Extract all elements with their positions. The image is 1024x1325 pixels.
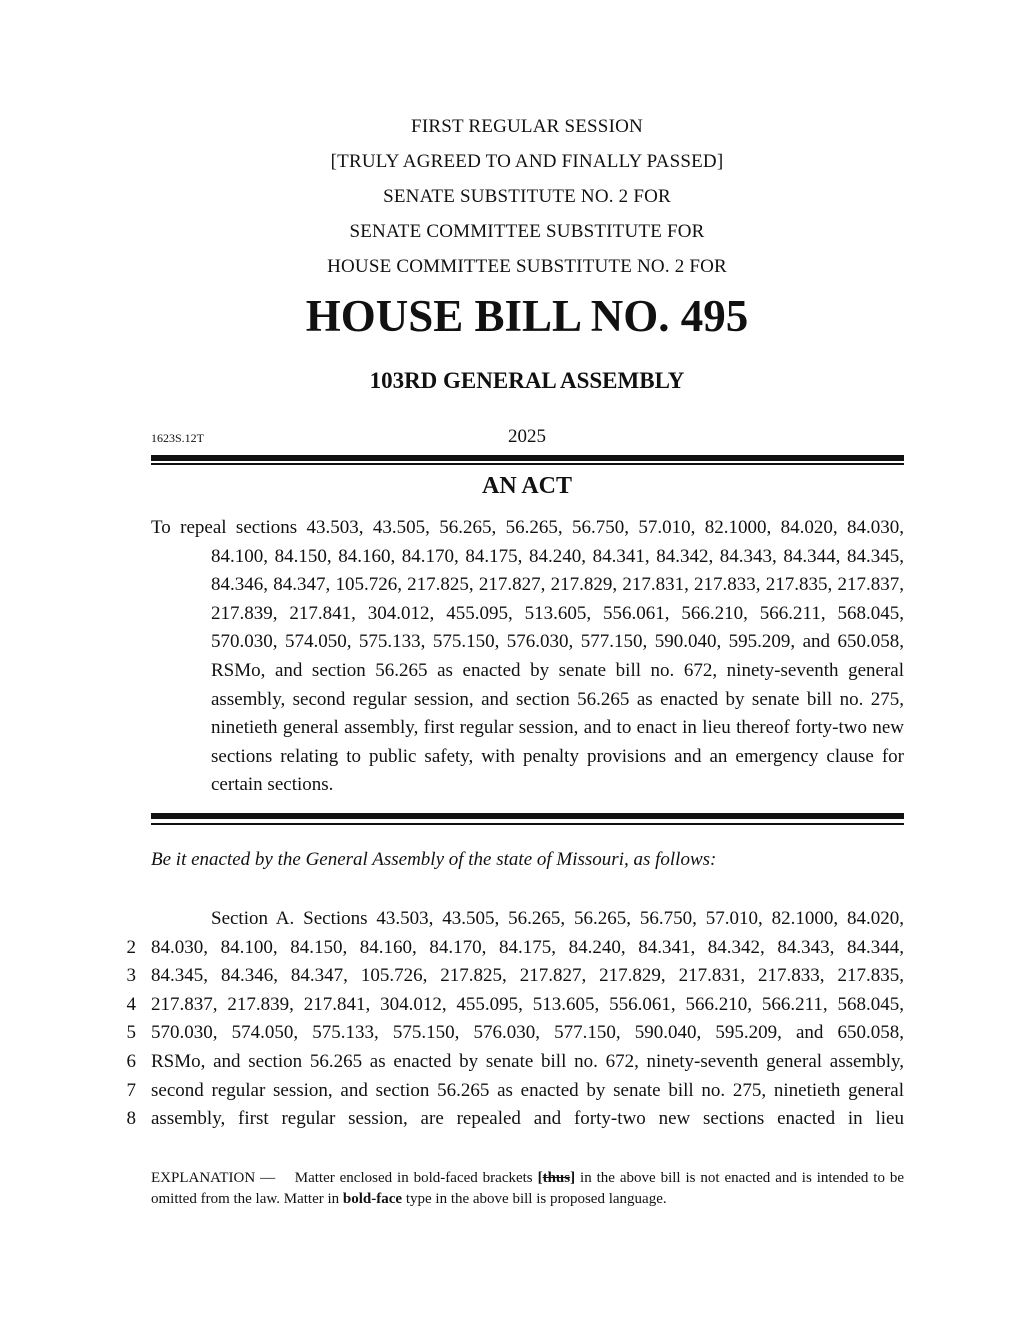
session-year: 2025: [508, 426, 546, 447]
section-line: [120, 962, 904, 991]
line-number: 8: [126, 1108, 136, 1130]
line-text: assembly, first regular session, are repealed and forty-two new sections enacted in lieu: [151, 1108, 904, 1130]
line-number: 7: [126, 1079, 136, 1101]
section-line: [120, 1048, 904, 1077]
assembly-heading: 103RD GENERAL ASSEMBLY: [369, 368, 685, 393]
bracket-example: [538, 1170, 576, 1186]
header-substitute-3: HOUSE COMMITTEE SUBSTITUTE NO. 2 FOR: [327, 256, 727, 277]
line-number: 4: [126, 993, 136, 1015]
section-line: [120, 1019, 904, 1048]
section-line: [120, 905, 904, 934]
bottom-rule-thick: [151, 813, 904, 819]
bill-title: HOUSE BILL NO. 495: [305, 291, 749, 341]
top-rule-thin: [151, 463, 904, 465]
line-text: second regular session, and section 56.265 as enacted by senate bill no. 275, ninetieth general: [151, 1079, 904, 1101]
line-number: 6: [126, 1050, 136, 1072]
line-text: 84.030, 84.100, 84.150, 84.160, 84.170, 84.175, 84.240, 84.341, 84.342, 84.343, 84.344,: [151, 936, 904, 958]
section-line: [120, 1077, 904, 1106]
line-text: 570.030, 574.050, 575.133, 575.150, 576.030, 577.150, 590.040, 595.209, and 650.058,: [151, 1022, 904, 1044]
bold-example: bold-face: [342, 1191, 403, 1207]
top-rule-thick: [151, 455, 904, 461]
line-text: 217.837, 217.839, 217.841, 304.012, 455.095, 513.605, 556.061, 566.210, 566.211, 568.045,: [151, 993, 904, 1015]
line-number: 5: [126, 1022, 136, 1044]
header-session: FIRST REGULAR SESSION: [411, 116, 643, 137]
line-number: 2: [126, 936, 136, 958]
section-line: [120, 934, 904, 963]
line-text: Section A. Sections 43.503, 43.505, 56.265, 56.265, 56.750, 57.010, 82.1000, 84.020,: [211, 908, 904, 929]
explanation-footnote: [151, 1168, 904, 1210]
struck-example: thus: [542, 1170, 571, 1186]
act-title-text: To repeal sections 43.503, 43.505, 56.265, 56.265, 56.750, 57.010, 82.1000, 84.020, 84.030, 84.100, 84.150, 84.160, 84.170, 84.175, 84.240, 84.341, 84.342, 84.343, 84.344, 84.345, 84.346, 84.347, 105.726, 217.825, 217.827, 217.829, 217.831, 217.833, 217.835, 217.837, 217.839, 217.841, 304.012, 455.095, 513.605, 556.061, 566.210, 566.211, 568.045, 570.030, 574.050, 575.133, 575.150, 576.030, 577.150, 590.040, 595.209, and 650.058, RSMo, and section 56.265 as enacted by senate bill no. 672, ninety-seventh general assembly, second regular session, and section 56.265 as enacted by senate bill no. 275, ninetieth general assembly, first regular session, and to enact in lieu thereof forty-two new sections relating to public safety, with penalty provisions and an emergency clause for certain sections.: [151, 517, 904, 796]
bracket-open: [: [537, 1170, 543, 1186]
line-text: 84.345, 84.346, 84.347, 105.726, 217.825, 217.827, 217.829, 217.831, 217.833, 217.835,: [151, 965, 904, 987]
bracket-close: ]: [570, 1170, 576, 1186]
header-status: [TRULY AGREED TO AND FINALLY PASSED]: [330, 151, 724, 172]
act-heading: AN ACT: [481, 473, 572, 499]
explanation-lead: EXPLANATION —: [151, 1170, 276, 1186]
document-code: 1623S.12T: [151, 431, 205, 445]
bottom-rule-thin: [151, 823, 904, 825]
explanation-part-1: Matter enclosed in bold-faced brackets: [294, 1170, 533, 1186]
header-substitute-2: SENATE COMMITTEE SUBSTITUTE FOR: [349, 221, 705, 242]
enacting-clause: Be it enacted by the General Assembly of the state of Missouri, as follows:: [151, 849, 717, 870]
header-substitute-1: SENATE SUBSTITUTE NO. 2 FOR: [383, 186, 671, 207]
line-text: RSMo, and section 56.265 as enacted by senate bill no. 672, ninety-seventh general assembly,: [151, 1050, 904, 1072]
line-number: 3: [126, 965, 136, 987]
explanation-part-2: in the above bill is not enacted and is intended to be omitted from the law. Matter in: [151, 1170, 905, 1207]
explanation-part-3: type in the above bill is proposed language.: [405, 1191, 667, 1207]
section-line: [120, 1105, 904, 1134]
section-a-body: [120, 905, 904, 1134]
section-line: [120, 991, 904, 1020]
